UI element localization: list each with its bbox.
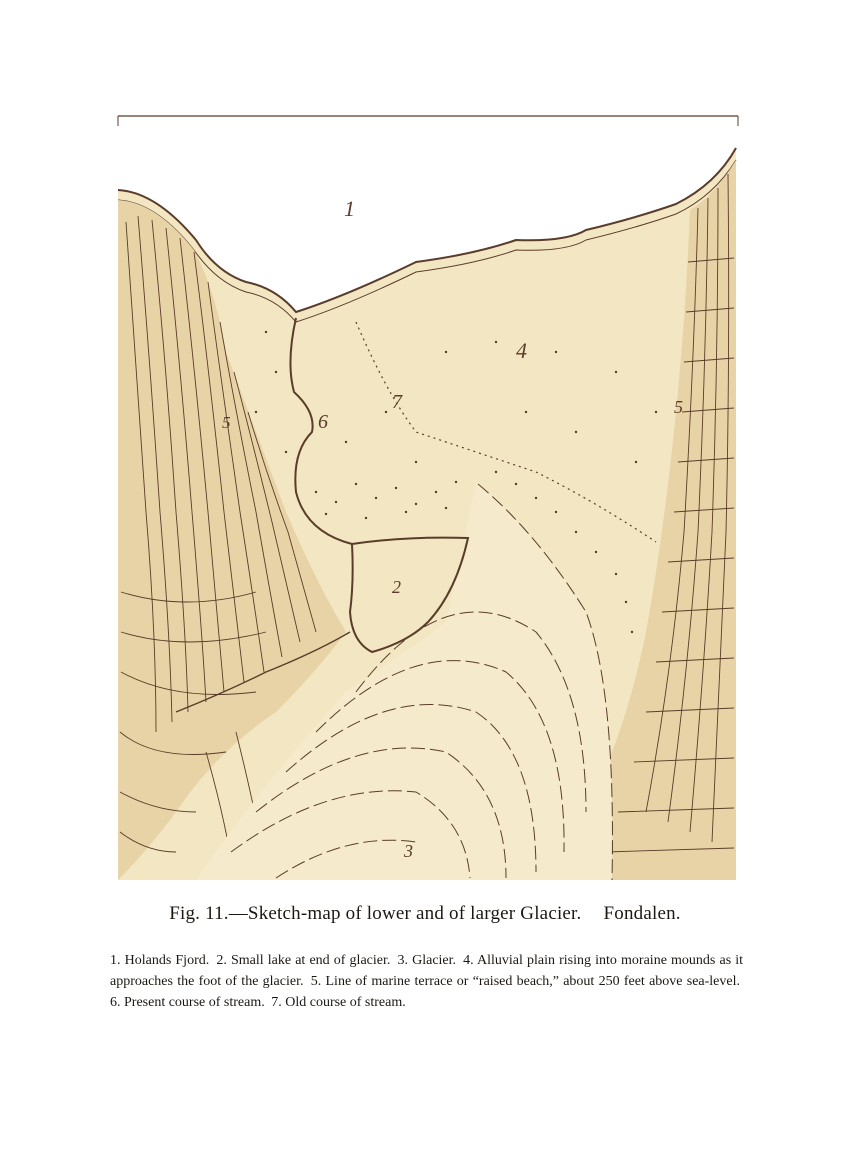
legend-item: 1. Holands Fjord. <box>110 953 210 968</box>
caption-locality: Fondalen. <box>603 903 681 924</box>
legend-item: 2. Small lake at end of glacier. <box>216 953 391 968</box>
label-holands-fjord: 1 <box>344 196 355 221</box>
label-old-stream: 7 <box>392 391 402 413</box>
legend-item: 7. Old course of stream. <box>271 995 406 1010</box>
legend-item: 3. Glacier. <box>397 953 457 968</box>
label-alluvial-plain: 4 <box>516 338 527 363</box>
label-marine-terrace-left: 5 <box>222 413 231 432</box>
legend-item: 4. Alluvial plain rising into moraine mounds as it approaches the foot of the glacier. <box>110 953 744 989</box>
sketch-map-drawing <box>116 112 740 880</box>
legend-item: 6. Present course of stream. <box>110 995 265 1010</box>
label-glacier: 3 <box>404 841 413 861</box>
caption-title: Fig. 11.—Sketch-map of lower and of larger Glacier. <box>169 903 582 924</box>
label-marine-terrace-right: 5 <box>674 397 683 417</box>
label-present-stream: 6 <box>318 411 328 433</box>
label-small-lake: 2 <box>392 577 401 597</box>
legend-item: 5. Line of marine terrace or “raised beach,” about 250 feet above sea-level. <box>310 974 741 989</box>
sketch-map-figure <box>116 112 740 880</box>
figure-caption <box>60 903 790 925</box>
figure-legend <box>110 950 743 1013</box>
